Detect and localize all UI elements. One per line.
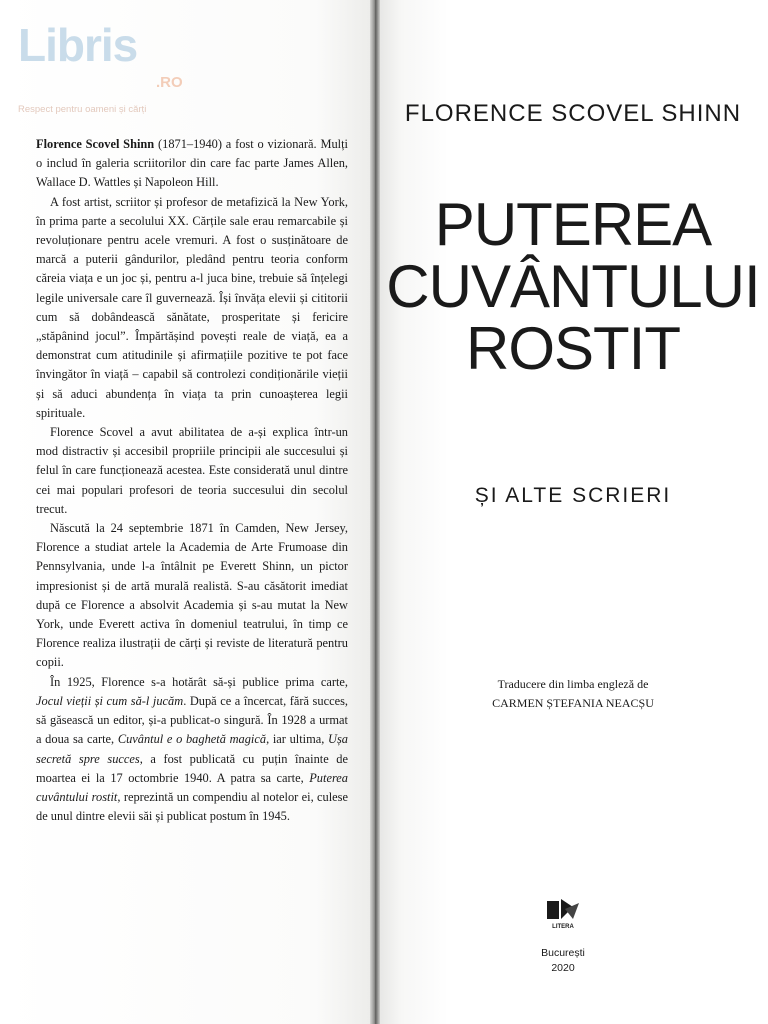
bio-p5-seg-0: În 1925, Florence s-a hotărât să-și publice prima carte, xyxy=(50,674,348,689)
book-title xyxy=(378,191,768,382)
publisher-name: LITERA xyxy=(552,924,574,930)
watermark-suffix: .RO xyxy=(156,74,183,91)
book-title-puterea: Puterea cuvântului rostit xyxy=(36,770,348,804)
bio-p5-seg-2: . După ce a încercat, fără succes, să găsească un editor, și-a publicat-o singură. În 1928 a urmat a doua sa carte, xyxy=(36,693,348,747)
book-title-line-2: CUVÂNTULUI xyxy=(386,253,760,320)
publisher-logo-icon xyxy=(543,897,583,931)
right-page xyxy=(378,0,768,1024)
bio-paragraph-2: A fost artist, scriitor și profesor de metafizică la New York, în prima parte a secolului XX. Cărțile sale erau remarcabile și revoluționare pentru acele vremuri. A fost o susținătoare de marcă a puterii gândurilor, pledând pentru teoria conform căreia viața e un joc și, pentru a-l juca bine, trebuie să înțelegi legile universale care îl guvernează. Își învăța elevii și cititorii cum să dobândească sănătate, prosperitate și fericire „stăpânind jocul”. Împărtășind povești reale de viață, ea a demonstrat cum atitudinile și afirmațiile pozitive te pot face învingător în viață – capabil să controlezi condiționările vieții și să aduci abundența în viața ta prin cunoașterea legii spirituale. xyxy=(36,194,348,420)
bio-paragraph-4: Născută la 24 septembrie 1871 în Camden, New Jersey, Florence a studiat artele la Academia de Arte Frumoase din Pennsylvania, unde l-a întâlnit pe Everett Shinn, un pictor impresionist și de artă murală realistă. S-au căsătorit imediat după ce Florence a absolvit Academia și s-au mutat la New York, unde Everett activa în domeniul teatrului, în timp ce Florence realiza ilustrații de cărți și reviste de literatură pentru copii. xyxy=(36,521,348,670)
bio-p5-seg-8: , reprezintă un compendiu al notelor ei, culese de unul dintre elevii săi și publicat postum în 1945. xyxy=(36,789,348,824)
book-spine xyxy=(370,0,380,1024)
libris-watermark xyxy=(18,19,208,122)
translation-label: Traducere din limba engleză de xyxy=(497,677,649,691)
book-title-line-1: PUTEREA xyxy=(434,191,712,258)
book-title-line-3: ROSTIT xyxy=(466,315,680,382)
imprint-year: 2020 xyxy=(551,962,575,974)
bio-paragraph-1-text: (1871–1940) a fost o vizionară. Mulți o includ în galeria scriitorilor din care fac parte James Allen, Wallace D. Wattles și Napoleon Hill. xyxy=(36,137,348,190)
imprint xyxy=(378,946,748,976)
book-title-usa-secreta: Ușa secretă spre succes xyxy=(36,732,348,766)
bio-paragraph-3: Florence Scovel a avut abilitatea de a-și explica într-un mod distractiv și accesibil propriile principii ale succesului și felul în care funcționează acestea. Este considerată unul dintre cei mai populari profesori de teoria succesului din secolul trecut. xyxy=(36,425,348,516)
translation-credit xyxy=(378,675,768,713)
bio-p5-seg-4: , iar ultima, xyxy=(266,732,329,747)
bio-paragraph-5 xyxy=(36,673,348,827)
book-subtitle: ȘI ALTE SCRIERI xyxy=(474,484,672,507)
bio-paragraph-1 xyxy=(36,135,348,193)
author-name: FLORENCE SCOVEL SHINN xyxy=(404,100,742,127)
watermark-tagline: Respect pentru oameni și cărți xyxy=(18,104,147,115)
book-title-cuvantul: Cuvântul e o baghetă magică xyxy=(117,732,267,747)
watermark-brand: Libris xyxy=(18,19,138,71)
bio-p5-seg-6: , a fost publicată cu puțin înainte de moartea ei la 17 octombrie 1940. A patra sa carte, xyxy=(36,751,349,785)
book-title-jocul-vietii: Jocul vieții și cum să-l jucăm xyxy=(36,693,184,708)
imprint-city: București xyxy=(541,947,585,959)
bio-author-name: Florence Scovel Shinn xyxy=(36,137,155,151)
translator-name: CARMEN ȘTEFANIA NEACȘU xyxy=(492,696,654,710)
author-biography xyxy=(36,135,348,826)
